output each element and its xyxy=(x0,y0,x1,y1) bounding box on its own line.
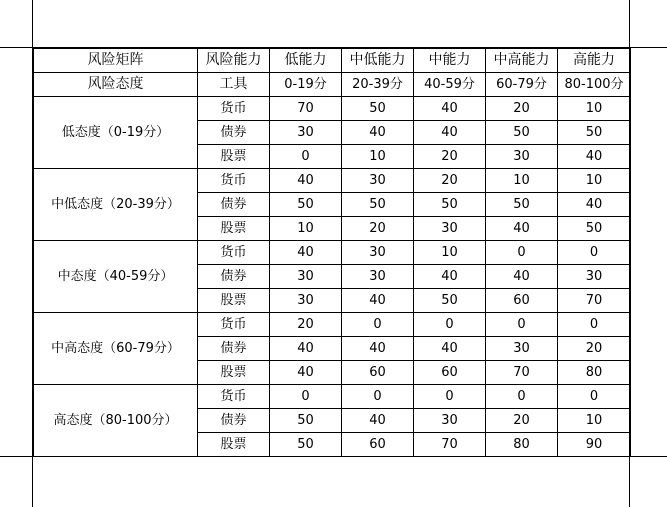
allocation-value-cell: 20 xyxy=(342,217,414,241)
tool-cell: 货币 xyxy=(198,169,270,193)
allocation-value-cell: 10 xyxy=(342,145,414,169)
allocation-value-cell: 30 xyxy=(414,217,486,241)
allocation-value-cell: 10 xyxy=(558,409,631,433)
tool-cell: 股票 xyxy=(198,361,270,385)
table-row xyxy=(34,241,631,265)
capacity-label-cell: 风险能力 xyxy=(198,49,270,73)
table-row xyxy=(34,385,631,409)
allocation-value-cell: 90 xyxy=(558,433,631,457)
allocation-value-cell: 0 xyxy=(270,385,342,409)
table-row xyxy=(34,313,631,337)
tool-cell: 债券 xyxy=(198,193,270,217)
allocation-value-cell: 60 xyxy=(414,361,486,385)
allocation-value-cell: 60 xyxy=(342,433,414,457)
range-header-mid: 40-59分 xyxy=(414,73,486,97)
level-header-mid-low: 中低能力 xyxy=(342,49,414,73)
range-header-low: 0-19分 xyxy=(270,73,342,97)
risk-matrix-table xyxy=(33,48,631,457)
allocation-value-cell: 40 xyxy=(486,217,558,241)
tool-cell: 债券 xyxy=(198,337,270,361)
allocation-value-cell: 30 xyxy=(486,145,558,169)
allocation-value-cell: 0 xyxy=(414,313,486,337)
range-header-mid-high: 60-79分 xyxy=(486,73,558,97)
level-header-mid-high: 中高能力 xyxy=(486,49,558,73)
tool-cell: 股票 xyxy=(198,145,270,169)
range-header-mid-low: 20-39分 xyxy=(342,73,414,97)
allocation-value-cell: 20 xyxy=(270,313,342,337)
allocation-value-cell: 20 xyxy=(486,409,558,433)
allocation-value-cell: 0 xyxy=(558,313,631,337)
tool-cell: 货币 xyxy=(198,313,270,337)
allocation-value-cell: 40 xyxy=(414,337,486,361)
allocation-value-cell: 30 xyxy=(270,265,342,289)
allocation-value-cell: 50 xyxy=(342,97,414,121)
allocation-value-cell: 60 xyxy=(486,289,558,313)
tool-cell: 股票 xyxy=(198,289,270,313)
allocation-value-cell: 80 xyxy=(558,361,631,385)
tool-cell: 债券 xyxy=(198,121,270,145)
tool-cell: 货币 xyxy=(198,241,270,265)
allocation-value-cell: 40 xyxy=(558,145,631,169)
allocation-value-cell: 30 xyxy=(558,265,631,289)
tool-cell: 货币 xyxy=(198,385,270,409)
allocation-value-cell: 80 xyxy=(486,433,558,457)
matrix-label-cell: 风险矩阵 xyxy=(34,49,198,73)
allocation-value-cell: 30 xyxy=(486,337,558,361)
allocation-value-cell: 0 xyxy=(558,385,631,409)
attitude-group-label: 低态度（0-19分） xyxy=(34,97,198,169)
tool-cell: 债券 xyxy=(198,409,270,433)
allocation-value-cell: 0 xyxy=(486,241,558,265)
allocation-value-cell: 50 xyxy=(270,193,342,217)
allocation-value-cell: 40 xyxy=(270,337,342,361)
allocation-value-cell: 50 xyxy=(270,409,342,433)
tool-label-cell: 工具 xyxy=(198,73,270,97)
tool-cell: 股票 xyxy=(198,217,270,241)
allocation-value-cell: 50 xyxy=(270,433,342,457)
allocation-value-cell: 0 xyxy=(558,241,631,265)
allocation-value-cell: 0 xyxy=(342,313,414,337)
table-row xyxy=(34,169,631,193)
allocation-value-cell: 30 xyxy=(270,121,342,145)
attitude-group-label: 高态度（80-100分） xyxy=(34,385,198,457)
allocation-value-cell: 0 xyxy=(486,313,558,337)
allocation-value-cell: 40 xyxy=(486,265,558,289)
range-header-high: 80-100分 xyxy=(558,73,631,97)
allocation-value-cell: 0 xyxy=(414,385,486,409)
allocation-value-cell: 40 xyxy=(270,361,342,385)
allocation-value-cell: 10 xyxy=(558,97,631,121)
allocation-value-cell: 10 xyxy=(558,169,631,193)
allocation-value-cell: 50 xyxy=(414,289,486,313)
allocation-value-cell: 20 xyxy=(414,145,486,169)
header-row-range xyxy=(34,73,631,97)
attitude-label-cell: 风险态度 xyxy=(34,73,198,97)
tool-cell: 货币 xyxy=(198,97,270,121)
allocation-value-cell: 40 xyxy=(414,121,486,145)
allocation-value-cell: 70 xyxy=(414,433,486,457)
allocation-value-cell: 20 xyxy=(486,97,558,121)
allocation-value-cell: 40 xyxy=(342,121,414,145)
allocation-value-cell: 50 xyxy=(486,193,558,217)
allocation-value-cell: 40 xyxy=(558,193,631,217)
level-header-high: 高能力 xyxy=(558,49,631,73)
allocation-value-cell: 40 xyxy=(414,265,486,289)
allocation-value-cell: 60 xyxy=(342,361,414,385)
allocation-value-cell: 0 xyxy=(270,145,342,169)
allocation-value-cell: 20 xyxy=(558,337,631,361)
allocation-value-cell: 10 xyxy=(270,217,342,241)
allocation-value-cell: 30 xyxy=(342,169,414,193)
level-header-mid: 中能力 xyxy=(414,49,486,73)
allocation-value-cell: 40 xyxy=(414,97,486,121)
allocation-value-cell: 0 xyxy=(342,385,414,409)
allocation-value-cell: 50 xyxy=(414,193,486,217)
allocation-value-cell: 20 xyxy=(414,169,486,193)
tool-cell: 股票 xyxy=(198,433,270,457)
allocation-value-cell: 40 xyxy=(270,169,342,193)
allocation-value-cell: 50 xyxy=(558,121,631,145)
allocation-value-cell: 10 xyxy=(486,169,558,193)
risk-matrix-body xyxy=(34,49,631,457)
allocation-value-cell: 40 xyxy=(342,409,414,433)
tool-cell: 债券 xyxy=(198,265,270,289)
allocation-value-cell: 30 xyxy=(270,289,342,313)
attitude-group-label: 中低态度（20-39分） xyxy=(34,169,198,241)
allocation-value-cell: 40 xyxy=(270,241,342,265)
level-header-low: 低能力 xyxy=(270,49,342,73)
attitude-group-label: 中态度（40-59分） xyxy=(34,241,198,313)
attitude-group-label: 中高态度（60-79分） xyxy=(34,313,198,385)
allocation-value-cell: 70 xyxy=(558,289,631,313)
allocation-value-cell: 30 xyxy=(342,241,414,265)
allocation-value-cell: 70 xyxy=(270,97,342,121)
allocation-value-cell: 0 xyxy=(486,385,558,409)
allocation-value-cell: 50 xyxy=(558,217,631,241)
allocation-value-cell: 50 xyxy=(486,121,558,145)
header-row-capacity xyxy=(34,49,631,73)
allocation-value-cell: 40 xyxy=(342,289,414,313)
table-row xyxy=(34,97,631,121)
allocation-value-cell: 10 xyxy=(414,241,486,265)
allocation-value-cell: 50 xyxy=(342,193,414,217)
allocation-value-cell: 40 xyxy=(342,337,414,361)
allocation-value-cell: 70 xyxy=(486,361,558,385)
allocation-value-cell: 30 xyxy=(414,409,486,433)
allocation-value-cell: 30 xyxy=(342,265,414,289)
